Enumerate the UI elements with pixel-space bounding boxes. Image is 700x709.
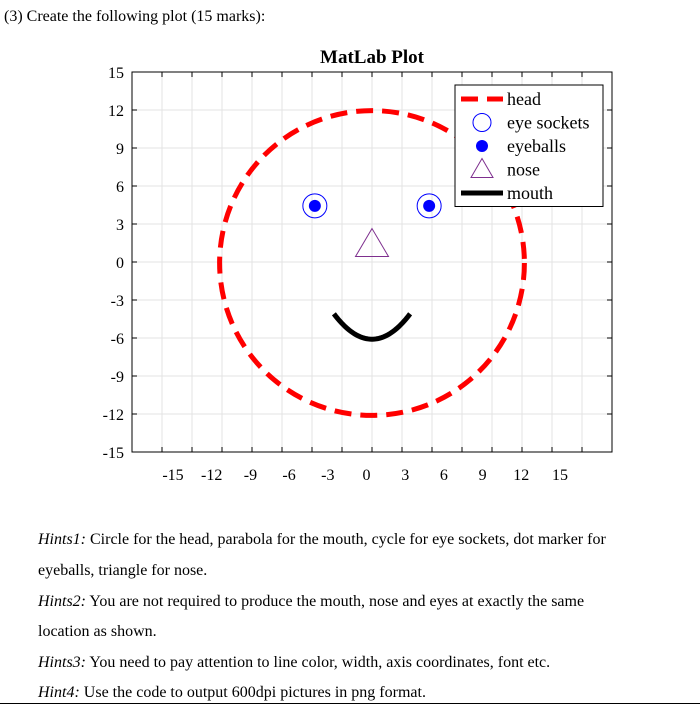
hint-4-text: Use the code to output 600dpi pictures in png format. bbox=[79, 684, 426, 701]
x-tick-label: 9 bbox=[478, 467, 487, 484]
legend-label: head bbox=[507, 89, 541, 109]
y-tick-label: 9 bbox=[116, 141, 124, 158]
hint-1-cont-text: eyeballs, triangle for nose. bbox=[38, 562, 208, 579]
x-tick-label: -12 bbox=[201, 467, 223, 484]
eyeball-marker bbox=[309, 200, 321, 212]
hint-1-text: Circle for the head, parabola for the mouth, cycle for eye sockets, dot marker for bbox=[86, 531, 606, 548]
legend bbox=[455, 85, 603, 207]
x-tick-label: 0 bbox=[362, 467, 371, 484]
legend-label: mouth bbox=[507, 183, 554, 203]
y-tick-label: 6 bbox=[116, 179, 124, 196]
hint-2 bbox=[38, 593, 584, 611]
question-text: (3) Create the following plot (15 marks): bbox=[4, 8, 266, 25]
x-tick-label: -15 bbox=[162, 467, 184, 484]
y-tick-label: -9 bbox=[110, 369, 124, 386]
legend-label: eyeballs bbox=[507, 136, 566, 156]
hint-1-cont bbox=[38, 562, 207, 580]
hint-3 bbox=[38, 654, 550, 672]
hint-1 bbox=[38, 531, 606, 549]
hint-3-label: Hints3: bbox=[38, 654, 86, 671]
x-tick-label: -3 bbox=[321, 467, 335, 484]
hint-3-text: You need to pay attention to line color, width, axis coordinates, font etc. bbox=[86, 654, 551, 671]
hint-4-label: Hint4: bbox=[38, 684, 80, 701]
legend-label: eye sockets bbox=[507, 112, 590, 133]
hint-1-label: Hints1: bbox=[38, 531, 86, 548]
y-tick-label: -6 bbox=[110, 331, 124, 348]
x-tick-label: -6 bbox=[282, 467, 296, 484]
hint-2-cont-text: location as shown. bbox=[38, 623, 157, 640]
y-tick-labels bbox=[103, 65, 124, 462]
hint-2-label: Hints2: bbox=[38, 593, 86, 610]
y-tick-label: 15 bbox=[108, 65, 124, 82]
hint-2-text: You are not required to produce the mouth, nose and eyes at exactly the same bbox=[86, 593, 585, 610]
y-tick-label: 3 bbox=[116, 217, 124, 234]
y-tick-label: -15 bbox=[102, 445, 124, 462]
eyeball-marker bbox=[423, 200, 435, 212]
x-tick-labels bbox=[162, 467, 568, 484]
y-tick-label: -3 bbox=[110, 293, 124, 310]
page-underline bbox=[0, 703, 700, 704]
hint-4 bbox=[38, 684, 426, 702]
legend-label: nose bbox=[507, 159, 540, 180]
x-tick-label: 3 bbox=[401, 467, 410, 484]
x-tick-label: 12 bbox=[513, 467, 530, 484]
y-tick-label: 12 bbox=[108, 103, 124, 120]
x-tick-label: 6 bbox=[439, 467, 448, 484]
y-tick-label: -12 bbox=[102, 407, 124, 424]
chart-title: MatLab Plot bbox=[320, 47, 424, 68]
hint-2-cont bbox=[38, 623, 157, 641]
y-tick-label: 0 bbox=[116, 255, 124, 272]
x-tick-label: 15 bbox=[552, 467, 568, 484]
legend-eyeball-sample bbox=[476, 140, 488, 152]
x-tick-label: -9 bbox=[243, 467, 258, 484]
